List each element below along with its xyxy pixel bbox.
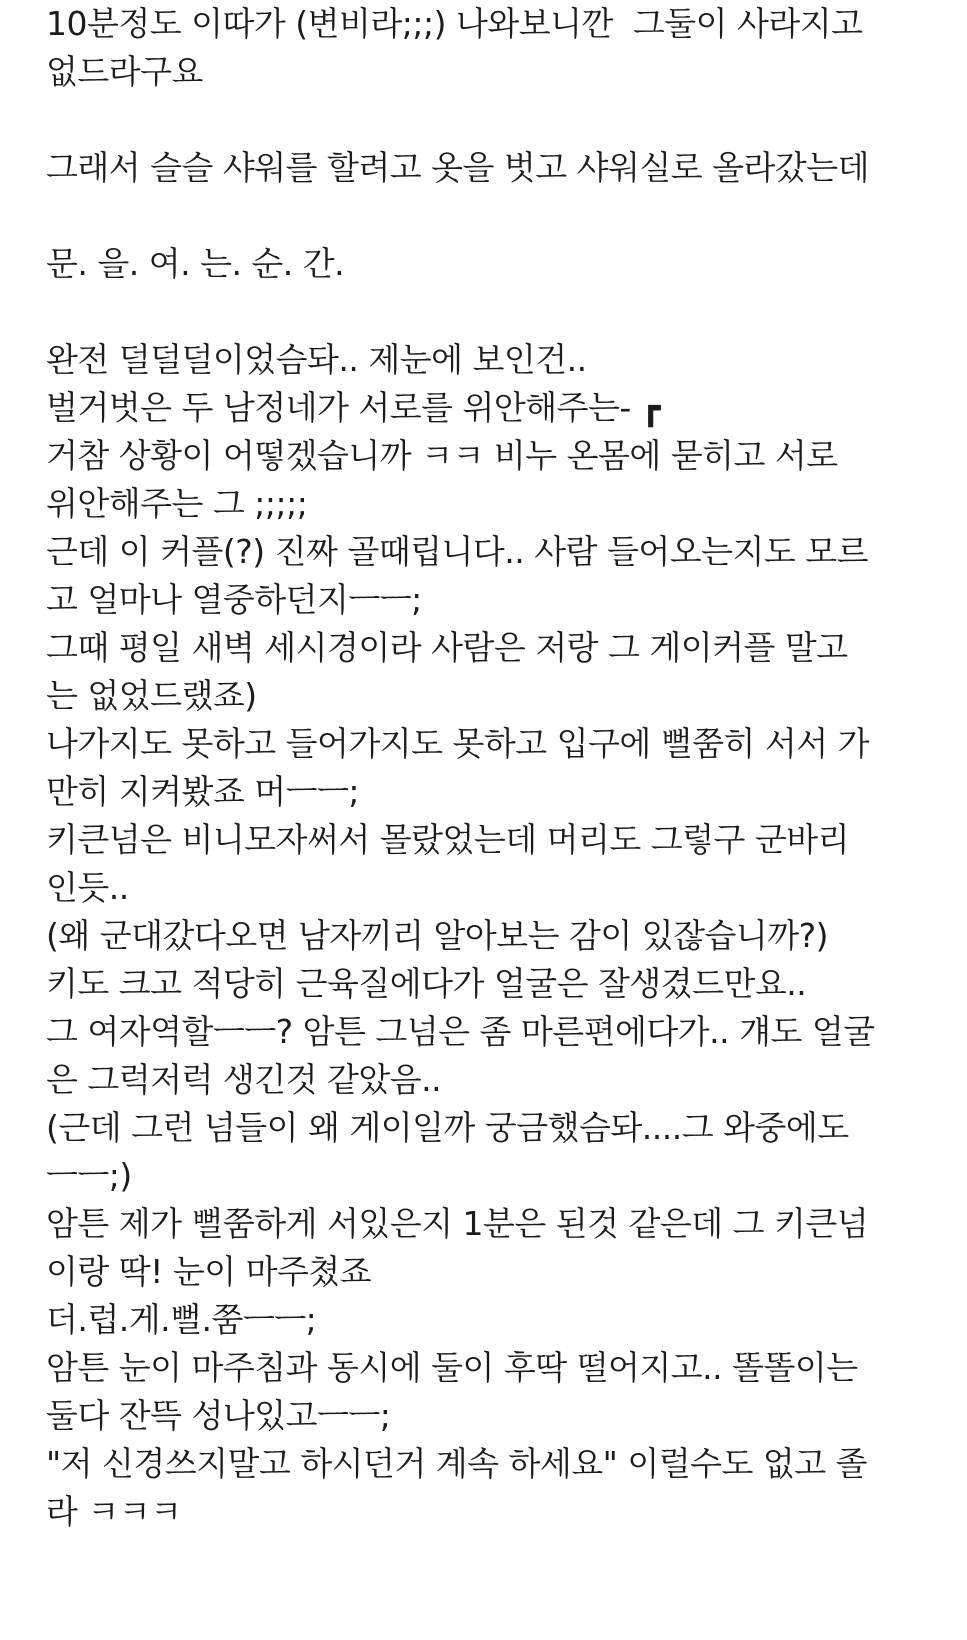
text-line: "저 신경쓰지말고 하시던거 계속 하세요" 이럴수도 없고 졸 (46, 1444, 867, 1483)
text-line: 암튼 제가 뻘쭘하게 서있은지 1분은 된것 같은데 그 키큰넘 (46, 1204, 869, 1243)
paragraph (46, 0, 946, 96)
text-line: 고 얼마나 열중하던지ㅡㅡ; (46, 580, 422, 619)
text-line: 라 ㅋㅋㅋ (46, 1492, 182, 1531)
text-line: (왜 군대갔다오면 남자끼리 알아보는 감이 있잖습니까?) (46, 916, 829, 955)
text-line: 인듯.. (46, 868, 129, 907)
text-line: 문. 을. 여. 는. 순. 간. (46, 244, 345, 283)
text-line: 그때 평일 새벽 세시경이라 사람은 저랑 그 게이커플 말고 (46, 628, 848, 667)
text-line: 암튼 눈이 마주침과 동시에 둘이 후딱 떨어지고.. 똘똘이는 (46, 1348, 858, 1387)
text-line: 위안해주는 그 ;;;;; (46, 484, 308, 523)
text-line: 그래서 슬슬 샤워를 할려고 옷을 벗고 샤워실로 올라갔는데 (46, 148, 869, 187)
text-line: 더.럽.게.뻘.쭘ㅡㅡ; (46, 1300, 317, 1339)
document-body (46, 0, 946, 1536)
text-line: 벌거벗은 두 남정네가 서로를 위안해주는- ┏ (46, 388, 661, 427)
paragraph-gap (46, 288, 946, 336)
text-line: ㅡㅡ;) (46, 1156, 132, 1195)
text-line: 키도 크고 적당히 근육질에다가 얼굴은 잘생겼드만요.. (46, 964, 807, 1003)
paragraph-gap (46, 96, 946, 144)
text-line: 근데 이 커플(?) 진짜 골때립니다.. 사람 들어오는지도 모르 (46, 532, 868, 571)
text-line: 없드라구요 (46, 52, 203, 91)
paragraph (46, 144, 946, 192)
paragraph (46, 336, 946, 1536)
text-line: 10분정도 이따가 (변비라;;;) 나와보니깐 그둘이 사라지고 (46, 4, 863, 43)
text-line: 거참 상황이 어떻겠습니까 ㅋㅋ 비누 온몸에 묻히고 서로 (46, 436, 838, 475)
text-line: (근데 그런 넘들이 왜 게이일까 궁금했슴돠....그 와중에도 (46, 1108, 849, 1147)
text-line: 그 여자역할ㅡㅡ? 암튼 그넘은 좀 마른편에다가.. 걔도 얼굴 (46, 1012, 875, 1051)
text-line: 키큰넘은 비니모자써서 몰랐었는데 머리도 그렇구 군바리 (46, 820, 850, 859)
text-line: 만히 지켜봤죠 머ㅡㅡ; (46, 772, 359, 811)
text-line: 완전 덜덜덜이었슴돠.. 제눈에 보인건.. (46, 340, 587, 379)
text-line: 둘다 잔뜩 성나있고ㅡㅡ; (46, 1396, 391, 1435)
text-line: 은 그럭저럭 생긴것 같았음.. (46, 1060, 442, 1099)
paragraph-gap (46, 192, 946, 240)
text-line: 는 없었드랬죠) (46, 676, 257, 715)
text-line: 나가지도 못하고 들어가지도 못하고 입구에 뻘쭘히 서서 가 (46, 724, 869, 763)
paragraph (46, 240, 946, 288)
text-line: 이랑 딱! 눈이 마주쳤죠 (46, 1252, 372, 1291)
